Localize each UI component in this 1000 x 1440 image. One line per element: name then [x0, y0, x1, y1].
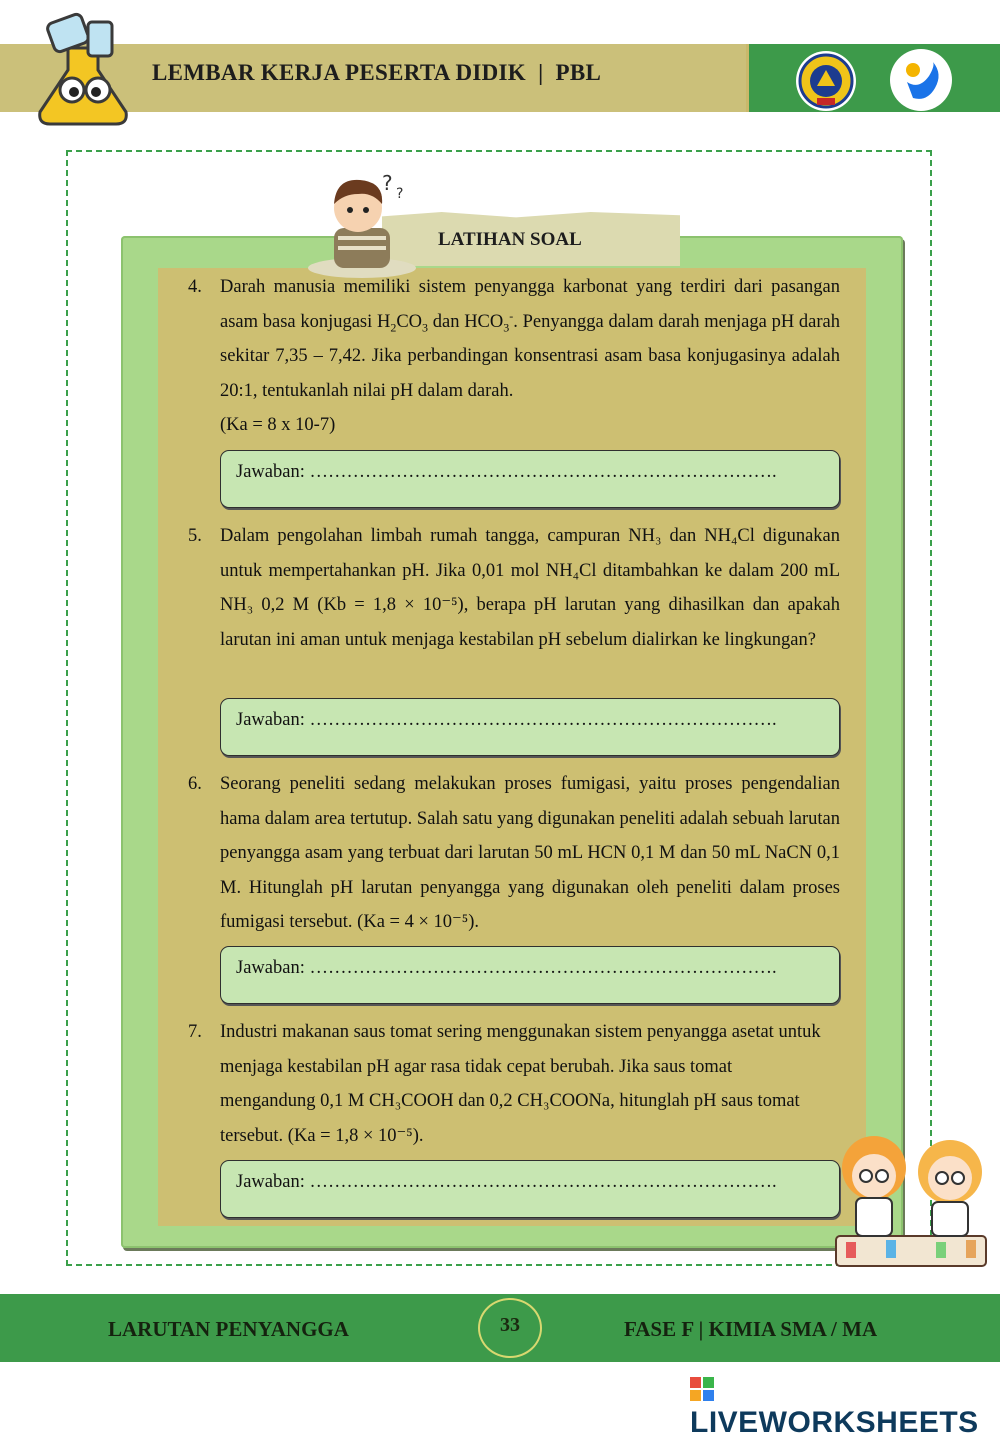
footer-left-title: LARUTAN PENYANGGA	[108, 1317, 349, 1341]
header-logo-area	[746, 44, 1000, 112]
q4-text-a: Darah manusia memiliki sistem penyangga karbonat yang terdiri dari pasangan asam basa konjugasi H	[220, 277, 840, 332]
question-5	[188, 519, 840, 657]
header-title: LEMBAR KERJA PESERTA DIDIK | PBL	[152, 60, 602, 85]
watermark-text: LIVEWORKSHEETS	[690, 1406, 979, 1439]
q4-text-b: CO	[396, 311, 423, 332]
question-6	[188, 767, 840, 940]
question-text: Dalam pengolahan limbah rumah tangga, campuran NH₃ dan NH₄Cl digunakan untuk mempertahankan pH. Jika 0,01 mol NH₄Cl ditambahkan ke dalam 200 mL NH₃ 0,2 M (Kb = 1,8 × 10⁻⁵), berapa pH larutan yang dihasilkan dan apakah larutan ini aman untuk menjaga kestabilan pH sebelum dialirkan ke lingkungan?	[220, 526, 840, 650]
page-number: 33	[500, 1314, 520, 1336]
liveworksheets-watermark	[690, 1372, 1000, 1440]
answer-label: Jawaban: ………………………………………………………………….	[236, 462, 777, 482]
liveworksheets-logo-icon	[690, 1377, 714, 1401]
scientist-kids-icon	[826, 1118, 996, 1274]
question-text: Darah manusia memiliki sistem penyangga karbonat yang terdiri dari pasangan asam basa konjugasi $H_2CO_3$ dan $HCO_3^-$. Penyangga dalam darah menjaga pH darah sekitar 7,35 – 7,42. Jika perbandingan konsentrasi asam basa konjugasinya adalah 20:1, tentukanlah nilai pH dalam darah. (Ka = 8 x 10-7)	[220, 277, 840, 435]
question-number: 7.	[188, 1022, 202, 1042]
answer-box-7[interactable]	[220, 1160, 840, 1218]
question-number: 4.	[188, 277, 202, 297]
q4-text-d: . Penyangga dalam darah menjaga pH darah sekitar 7,35 – 7,42. Jika perbandingan konsentrasi asam basa konjugasinya adalah 20:1, tentukanlah nilai pH dalam darah.	[220, 311, 840, 401]
q4-text-c: dan HCO	[428, 311, 504, 332]
answer-box-5[interactable]	[220, 698, 840, 756]
answer-box-4[interactable]	[220, 450, 840, 508]
question-number: 6.	[188, 774, 202, 794]
flask-mascot-icon	[28, 8, 138, 128]
footer-right-title: FASE F | KIMIA SMA / MA	[624, 1317, 878, 1341]
section-title: LATIHAN SOAL	[438, 229, 582, 250]
merdeka-logo-icon	[889, 48, 953, 112]
question-4	[188, 270, 840, 443]
svg-text:?: ?	[396, 186, 404, 202]
svg-text:?: ?	[382, 171, 393, 195]
answer-label: Jawaban: ………………………………………………………………….	[236, 1172, 777, 1192]
thinking-boy-icon	[306, 168, 418, 278]
question-number: 5.	[188, 526, 202, 546]
question-text: Seorang peneliti sedang melakukan proses fumigasi, yaitu proses pengendalian hama dalam area tertutup. Salah satu yang digunakan peneliti adalah sebuah larutan penyangga asam yang terbuat dari larutan 50 mL HCN 0,1 M dan 50 mL NaCN 0,1 M. Hitunglah pH larutan penyangga yang digunakan oleh peneliti dalam proses fumigasi tersebut. (Ka = 4 × 10⁻⁵).	[220, 774, 840, 932]
answer-label: Jawaban: ………………………………………………………………….	[236, 710, 777, 730]
question-text: Industri makanan saus tomat sering menggunakan sistem penyangga asetat untuk menjaga kestabilan pH agar rasa tidak cepat berubah. Jika saus tomat mengandung 0,1 M CH₃COOH dan 0,2 CH₃COONa, hitunglah pH saus tomat tersebut. (Ka = 1,8 × 10⁻⁵).	[220, 1022, 821, 1146]
answer-box-6[interactable]	[220, 946, 840, 1004]
answer-label: Jawaban: ………………………………………………………………….	[236, 958, 777, 978]
unp-logo-icon	[795, 50, 857, 112]
q4-ka: (Ka = 8 x 10-7)	[220, 415, 336, 435]
question-7	[188, 1015, 828, 1153]
